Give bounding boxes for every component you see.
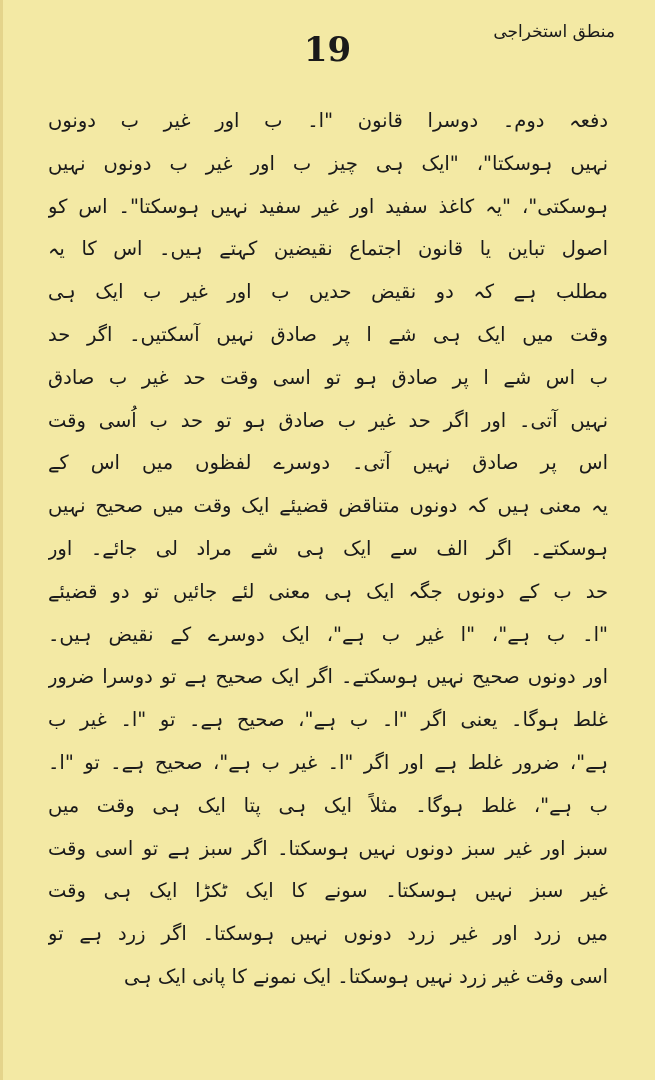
- text-line: دفعہ دوم۔ دوسرا قانون "ا۔ ب اور غیر ب دونوں: [48, 109, 608, 132]
- body-text: [48, 100, 608, 999]
- text-line: اس پر صادق نہیں آتی۔ دوسرے لفظوں میں اس کے: [48, 451, 608, 475]
- text-line: ہوسکتی"، "یہ کاغذ سفید اور غیر سفید نہیں ہوسکتا"۔ اس کو: [48, 194, 608, 218]
- text-line: نہیں آتی۔ اور اگر حد غیر ب صادق ہو تو حد ب اُسی وقت: [48, 408, 608, 432]
- text-line: میں زرد اور غیر زرد دونوں نہیں ہوسکتا۔ اگر زرد ہے تو: [48, 922, 608, 946]
- text-line: ب اس شے ا پر صادق ہو تو اسی وقت حد غیر ب صادق: [48, 365, 608, 389]
- running-title: منطق استخراجی: [493, 22, 615, 42]
- text-line: وقت میں ایک ہی شے ا پر صادق نہیں آسکتیں۔ اگر حد: [48, 322, 608, 346]
- text-line: سبز اور غیر سبز دونوں نہیں ہوسکتا۔ اگر سبز ہے تو اسی وقت: [48, 836, 608, 860]
- text-line: اسی وقت غیر زرد نہیں ہوسکتا۔ ایک نمونے کا پانی ایک ہی: [123, 964, 608, 988]
- text-line: یہ معنی ہیں کہ دونوں متناقض قضیئے ایک وقت میں صحیح نہیں: [48, 494, 608, 518]
- text-line: اور دونوں صحیح نہیں ہوسکتے۔ اگر ایک صحیح ہے تو دوسرا ضرور: [48, 665, 608, 689]
- text-line: مطلب ہے کہ دو نقیض حدیں ب اور غیر ب ایک ہی: [48, 280, 608, 304]
- text-line: غیر سبز نہیں ہوسکتا۔ سونے کا ایک ٹکڑا ایک ہی وقت: [48, 879, 608, 903]
- text-line: غلط ہوگا۔ یعنی اگر "ا۔ ب ہے"، صحیح ہے۔ تو "ا۔ غیر ب: [48, 708, 608, 732]
- text-line: ب ہے"، غلط ہوگا۔ مثلاً ایک ہی پتا ایک ہی وقت میں: [48, 793, 608, 817]
- text-line: ہے"، ضرور غلط ہے اور اگر "ا۔ غیر ب ہے"، صحیح ہے۔ تو "ا۔: [48, 750, 608, 774]
- page-number: 19: [303, 30, 352, 70]
- text-line: "ا۔ ب ہے"، "ا غیر ب ہے"، ایک دوسرے کے نقیض ہیں۔: [48, 622, 608, 646]
- text-line: حد ب کے دونوں جگہ ایک ہی معنی لئے جائیں تو دو قضیئے: [48, 579, 608, 603]
- text-line: ہوسکتے۔ اگر الف سے ایک ہی شے مراد لی جائے۔ اور: [48, 536, 608, 560]
- text-line: نہیں ہوسکتا"، "ایک ہی چیز ب اور غیر ب دونوں نہیں: [48, 151, 608, 175]
- text-line: اصول تباین یا قانون اجتماع نقیضین کہتے ہیں۔ اس کا یہ: [48, 237, 608, 261]
